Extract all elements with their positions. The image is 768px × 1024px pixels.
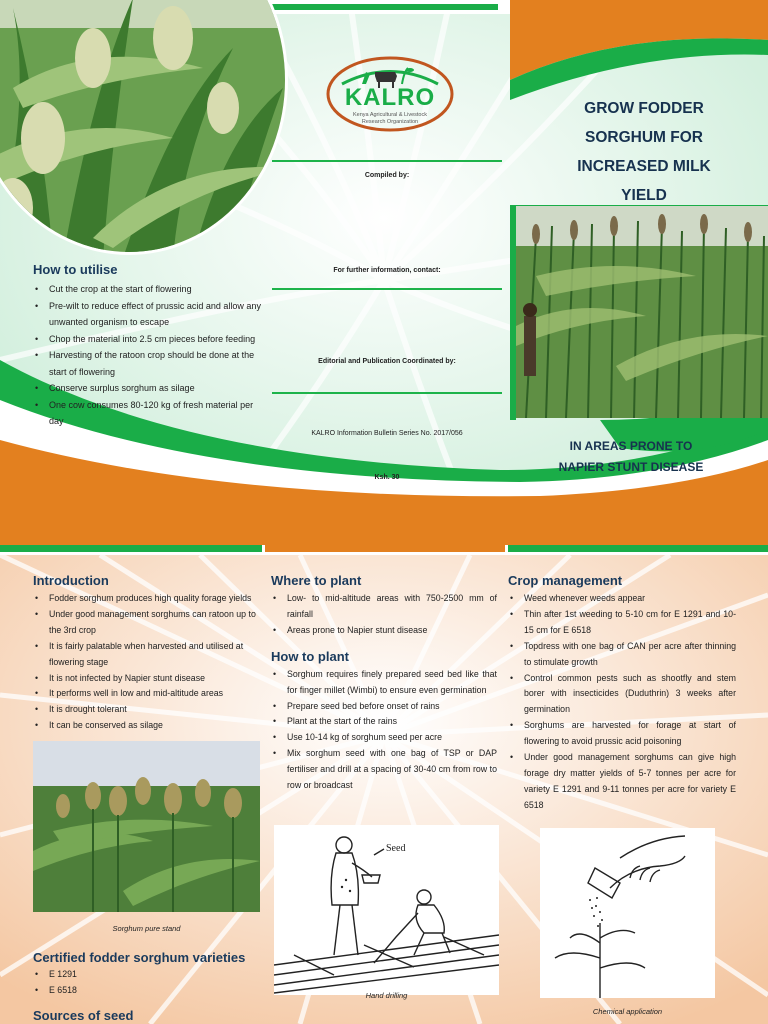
divider-bar-green [508,545,768,552]
back-cover-panel [272,0,502,545]
how-to-utilise-heading: How to utilise [33,262,118,277]
list-item: • It is fairly palatable when harvested and utilised at flowering stage [33,639,261,671]
list-item: • Plant at the start of the rains [271,714,497,730]
list-item: • Low- to mid-altitude areas with 750-2500 mm of rainfall [271,591,497,623]
price: Ksh. 30 [374,474,400,481]
microscope-icon [362,72,370,84]
title-line: YIELD [621,187,667,204]
list-item: • Sorghum requires finely prepared seed bed like that for finger millet (Wimbi) to ensure even germination [271,667,497,699]
subtitle-line: NAPIER STUNT DISEASE [558,460,704,474]
how-to-plant-list [271,667,497,794]
list-item: • Prepare seed bed before onset of rains [271,699,497,715]
varieties-section [33,950,273,999]
list-item: • Use 10-14 kg of sorghum seed per acre [271,730,497,746]
bulletin-series: KALRO Information Bulletin Series No. 2017/056 [311,430,463,437]
logo-tagline-2: Research Organization [361,119,419,125]
divider-line [272,392,502,394]
list-item: • Cut the crop at the start of flowering [33,281,261,298]
divider-line [272,288,502,290]
list-item: • It performs well in low and mid-altitude areas [33,686,261,702]
varieties-list [33,967,273,999]
cover-subtitle [520,436,742,478]
list-item: • E 6518 [33,983,273,999]
sorghum-pure-stand-photo [33,741,260,912]
list-item: • Under good management sorghums can ratoon up to the 3rd crop [33,607,261,639]
chemical-application-caption: Chemical application [592,1007,663,1016]
plant-icon [402,68,414,84]
where-list [271,591,497,639]
photo-caption: Sorghum pure stand [112,924,181,933]
divider-bar-green [0,545,262,552]
varieties-heading: Certified fodder sorghum varieties [33,950,246,965]
list-item: • It can be conserved as silage [33,718,261,734]
crop-management-heading: Crop management [508,573,623,588]
where-to-plant-column [271,573,497,794]
list-item: • Mix sorghum seed with one bag of TSP or DAP fertiliser and drill at a spacing of 30-40 cm from row to row or broadcast [271,746,497,794]
compiled-by-label: Compiled by: [364,172,410,179]
sorghum-field-photo [516,206,768,418]
title-line: SORGHUM FOR [585,129,703,146]
list-item: • Under good management sorghums can give high forage dry matter yields of 5-7 tonnes per acre for variety E 1291 and 9-11 tonnes per acre for variety E 6518 [508,750,736,814]
title-line: GROW FODDER [584,100,704,117]
list-item: • Pre-wilt to reduce effect of prussic acid and allow any unwanted organism to escape [33,298,261,331]
editorial-label: Editorial and Publication Coordinated by: [318,358,456,365]
hand-drilling-illustration [274,825,499,995]
list-item: • Topdress with one bag of CAN per acre after thinning to stimulate growth [508,639,736,671]
utilise-list [33,281,261,430]
list-item: • Conserve surplus sorghum as silage [33,380,261,397]
seed-label: Seed [386,843,406,854]
sources-heading: Sources of seed [33,1008,134,1023]
chemical-application-illustration [540,828,715,998]
crop-management-column [508,573,736,814]
sources-section [33,1008,261,1023]
how-to-utilise-section [33,262,261,430]
list-item: • One cow consumes 80-120 kg of fresh material per day [33,397,261,430]
list-item: • It is drought tolerant [33,702,261,718]
list-item: • Fodder sorghum produces high quality forage yields [33,591,261,607]
introduction-list [33,591,261,734]
introduction-column [33,573,261,734]
list-item: • Weed whenever weeds appear [508,591,736,607]
list-item: • Thin after 1st weeding to 5-10 cm for E 1291 and 10-15 cm for E 6518 [508,607,736,639]
hand-drilling-caption: Hand drilling [365,991,408,1000]
where-to-plant-heading: Where to plant [271,573,362,588]
title-line: INCREASED MILK [577,158,711,175]
how-to-plant-heading: How to plant [271,648,349,664]
further-info-label: For further information, contact: [333,267,441,274]
list-item: • E 1291 [33,967,273,983]
list-item: • It is not infected by Napier stunt disease [33,671,261,687]
cover-title [520,94,768,210]
crop-management-list [508,591,736,814]
subtitle-line: IN AREAS PRONE TO [569,439,693,453]
logo-wordmark: KALRO [344,84,436,111]
list-item: • Harvesting of the ratoon crop should be done at the start of flowering [33,347,261,380]
kalro-logo [320,54,460,136]
brochure-inner-side [0,555,768,1024]
list-item: • Areas prone to Napier stunt disease [271,623,497,639]
introduction-heading: Introduction [33,573,109,588]
list-item: • Chop the material into 2.5 cm pieces before feeding [33,331,261,348]
divider-bar-orange [265,545,505,552]
divider-line [272,160,502,162]
logo-tagline-1: Kenya Agricultural & Livestock [353,112,427,118]
list-item: • Control common pests such as shootfly and stem borer with insecticides (Duduthrin) 3 weeks after germination [508,671,736,719]
list-item: • Sorghums are harvested for forage at start of flowering to avoid prussic acid poisoning [508,718,736,750]
